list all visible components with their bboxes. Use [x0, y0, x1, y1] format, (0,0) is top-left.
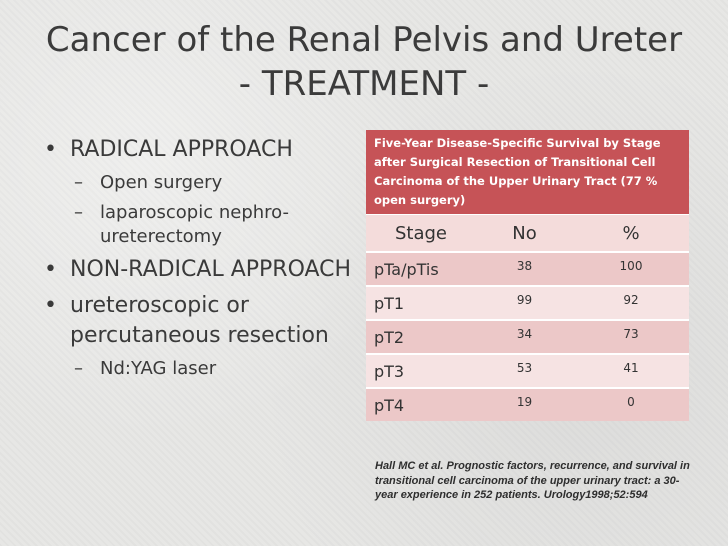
- cell-percent: 73: [623, 327, 639, 341]
- cell-stage: pTa/pTis: [374, 259, 439, 279]
- table-row: [366, 285, 689, 319]
- cell-percent: 0: [627, 395, 635, 409]
- title-line-2: - TREATMENT -: [238, 64, 490, 104]
- cell-no: 19: [516, 395, 533, 409]
- cell-percent: 41: [623, 361, 639, 375]
- table-header-row: [366, 214, 689, 251]
- header-stage: Stage: [394, 222, 447, 244]
- bullet-non-radical-approach: • NON-RADICAL APPROACH: [44, 255, 364, 285]
- header-no: No: [512, 222, 537, 244]
- header-percent: %: [622, 222, 640, 244]
- cell-no: 53: [516, 361, 533, 375]
- table-row: [366, 251, 689, 285]
- cell-percent: 92: [623, 293, 639, 307]
- bullet-ureteroscopic: • ureteroscopic or percutaneous resection: [44, 291, 364, 351]
- cell-stage: pT4: [374, 395, 405, 415]
- slide-title: [0, 18, 728, 106]
- table-row: [366, 353, 689, 387]
- cell-stage: pT1: [374, 293, 405, 313]
- bullet-list: [44, 135, 364, 387]
- table-row: [366, 319, 689, 353]
- cell-no: 38: [516, 259, 533, 273]
- table-row: [366, 387, 689, 421]
- cell-stage: pT3: [374, 361, 405, 381]
- sub-bullet-laparoscopic: – laparoscopic nephro-ureterectomy: [44, 201, 364, 249]
- cell-no: 34: [516, 327, 533, 341]
- reference-citation: Hall MC et al. Prognostic factors, recurrence, and survival in transitional cell carcinoma of the upper urinary tract: a 30-year experience in 252 patients. Urology1998;52:594: [375, 460, 690, 501]
- sub-bullet-open-surgery: – Open surgery: [44, 171, 364, 195]
- cell-stage: pT2: [374, 327, 405, 347]
- survival-table: [366, 130, 689, 421]
- cell-percent: 100: [619, 259, 643, 273]
- title-line-1: Cancer of the Renal Pelvis and Ureter: [45, 20, 683, 60]
- bullet-radical-approach: • RADICAL APPROACH: [44, 135, 364, 165]
- sub-bullet-laser: – Nd:YAG laser: [44, 357, 364, 381]
- table-caption: Five-Year Disease-Specific Survival by Stage after Surgical Resection of Transitional Cell Carcinoma of the Upper Urinary Tract (77 % open surgery): [366, 130, 689, 214]
- cell-no: 99: [516, 293, 533, 307]
